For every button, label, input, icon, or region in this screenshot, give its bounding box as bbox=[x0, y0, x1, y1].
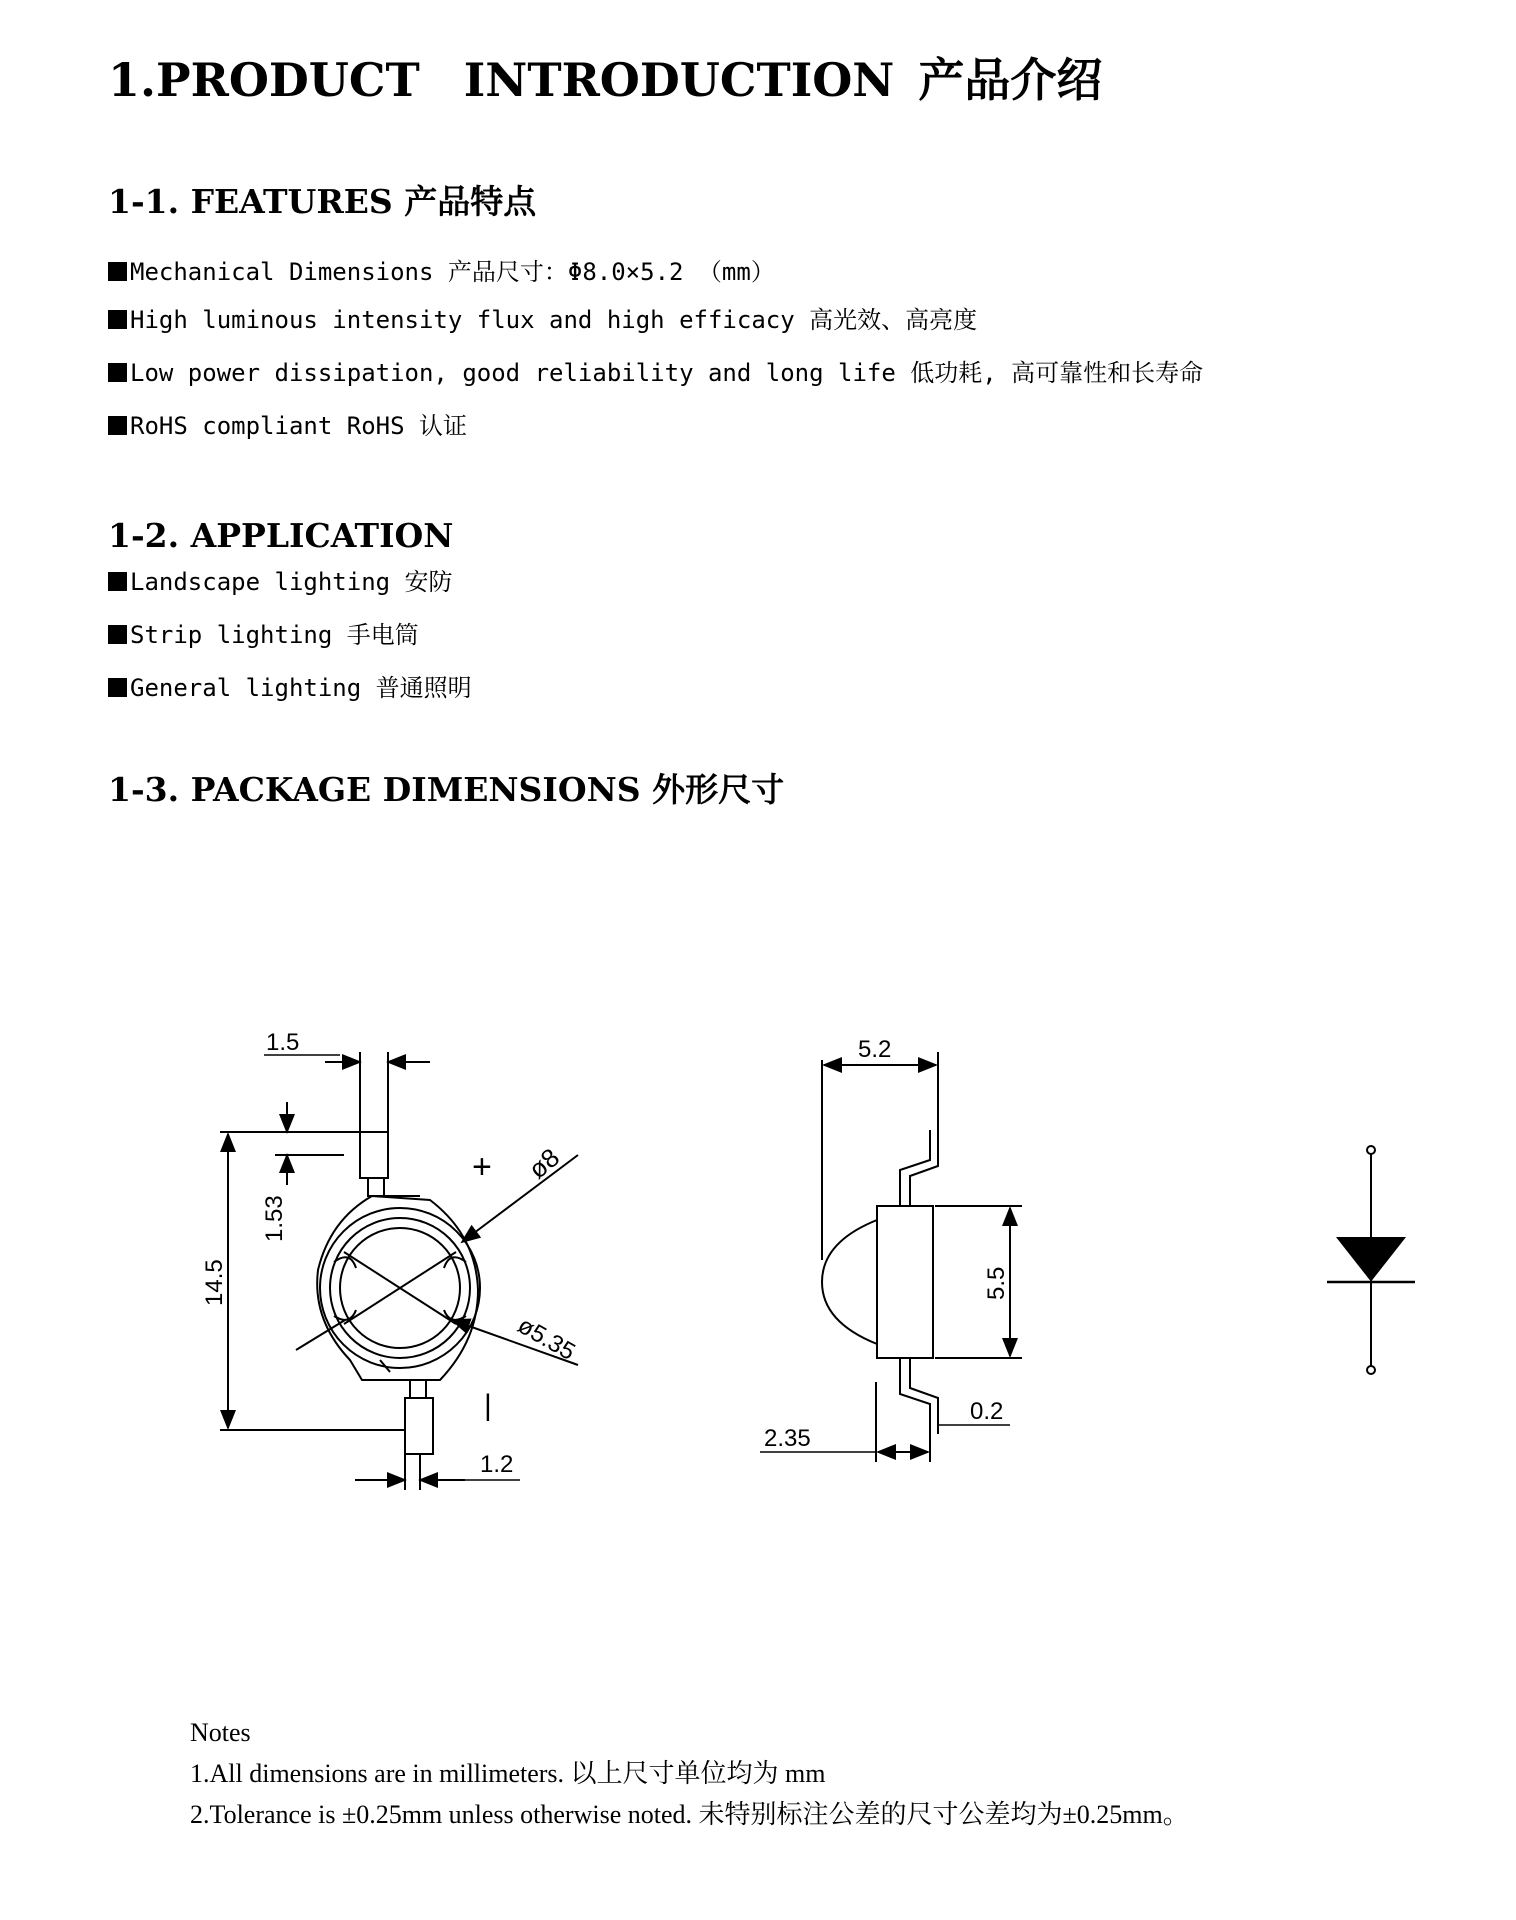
dim-side-height: 5.2 bbox=[858, 1036, 892, 1063]
square-bullet-icon bbox=[108, 363, 127, 382]
dim-lead-width: 1.5 bbox=[266, 1029, 300, 1056]
feature-item: RoHS compliant RoHS 认证 bbox=[108, 406, 467, 441]
side-body bbox=[877, 1206, 933, 1358]
dim-standoff: 2.35 bbox=[764, 1425, 811, 1452]
notes-line-1: 1.All dimensions are in millimeters. 以上尺寸单位均为 mm bbox=[190, 1759, 826, 1788]
dim-total-length: 14.5 bbox=[201, 1259, 228, 1306]
title-word-product: PRODUCT bbox=[156, 53, 420, 107]
dim-diameter: ø8 bbox=[522, 1142, 566, 1185]
square-bullet-icon bbox=[108, 572, 127, 591]
application-item: Strip lighting 手电筒 bbox=[108, 615, 419, 650]
package-drawing bbox=[0, 1020, 1516, 1520]
title-word-introduction: INTRODUCTION bbox=[463, 53, 895, 107]
minus-mark: | bbox=[484, 1389, 492, 1422]
side-bottom-lead bbox=[900, 1358, 938, 1434]
application-item: Landscape lighting 安防 bbox=[108, 562, 453, 597]
dim-lead-bottom: 1.2 bbox=[480, 1451, 514, 1478]
page-title bbox=[108, 44, 1102, 110]
plus-mark: + bbox=[472, 1148, 492, 1186]
bottom-lead bbox=[405, 1398, 433, 1454]
diode-symbol-icon bbox=[1327, 1146, 1415, 1374]
square-bullet-icon bbox=[108, 416, 127, 435]
dim-lead-thickness: 0.2 bbox=[970, 1398, 1004, 1425]
square-bullet-icon bbox=[108, 262, 127, 281]
package-title-cn: 外形尺寸 bbox=[652, 770, 785, 809]
top-lead bbox=[360, 1132, 388, 1178]
square-bullet-icon bbox=[108, 310, 127, 329]
side-top-lead bbox=[900, 1130, 938, 1206]
features-title: 1-1. FEATURES bbox=[108, 182, 393, 221]
square-bullet-icon bbox=[108, 678, 127, 697]
notes-line-2: 2.Tolerance is ±0.25mm unless otherwise noted. 未特别标注公差的尺寸公差均为±0.25mm。 bbox=[190, 1800, 1189, 1829]
application-item: General lighting 普通照明 bbox=[108, 668, 472, 703]
features-title-cn: 产品特点 bbox=[404, 182, 537, 221]
dim-lead-offset: 1.53 bbox=[261, 1195, 288, 1242]
features-heading bbox=[108, 176, 536, 223]
package-title: 1-3. PACKAGE DIMENSIONS bbox=[108, 770, 641, 809]
dim-side-body: 5.5 bbox=[983, 1266, 1010, 1300]
led-body bbox=[317, 1196, 478, 1380]
notes-title: Notes bbox=[190, 1718, 251, 1747]
notes-block bbox=[190, 1712, 1189, 1835]
side-view bbox=[760, 1036, 1022, 1462]
feature-item: High luminous intensity flux and high efficacy 高光效、高亮度 bbox=[108, 300, 977, 335]
feature-item: Mechanical Dimensions 产品尺寸：Φ8.0×5.2 （mm） bbox=[108, 252, 775, 287]
front-view bbox=[201, 1029, 580, 1490]
feature-item: Low power dissipation, good reliability and long life 低功耗, 高可靠性和长寿命 bbox=[108, 353, 1203, 388]
title-cn: 产品介绍 bbox=[918, 53, 1103, 107]
square-bullet-icon bbox=[108, 625, 127, 644]
dim-lens-diameter: ø5.35 bbox=[513, 1311, 580, 1366]
package-heading bbox=[108, 764, 784, 811]
side-dome bbox=[822, 1220, 877, 1344]
application-heading: 1-2. APPLICATION bbox=[108, 516, 454, 555]
title-number: 1. bbox=[108, 53, 157, 107]
